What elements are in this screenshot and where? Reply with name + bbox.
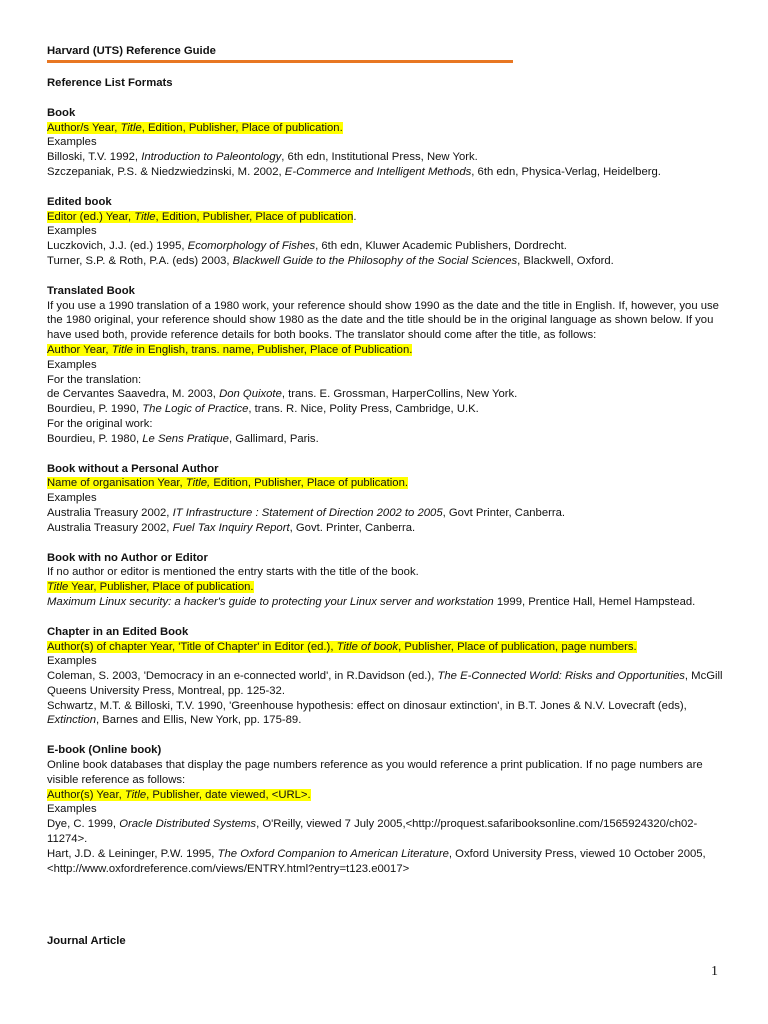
italic-title-text: The Oxford Companion to American Literature	[217, 847, 449, 860]
italic-title-text: The E-Connected World: Risks and Opportunities	[437, 670, 685, 683]
page-number: 1	[711, 964, 718, 979]
text-segment: , Oxford University Press, viewed 10 October 2005, <http://www.oxfordreference.com/views/ENTRY.html?entry=t123.e0017>	[47, 847, 706, 875]
italic-title-text: Title,	[185, 477, 211, 490]
italic-title-text: Title	[111, 343, 133, 356]
text-segment: Examples	[47, 358, 97, 371]
text-segment: Examples	[47, 655, 97, 668]
text-segment: , Barnes and Ellis, New York, pp. 175-89.	[95, 714, 302, 727]
format-template-line	[47, 640, 723, 655]
reference-line	[47, 299, 723, 343]
text-segment: Dye, C. 1999,	[47, 818, 120, 831]
text-segment: Examples	[47, 225, 97, 238]
italic-title-text: Title	[124, 788, 147, 801]
reference-line	[47, 654, 723, 669]
text-segment: Schwartz, M.T. & Billoski, T.V. 1990, 'Greenhouse hypothesis: effect on dinosaur extinction', in B.T. Jones & N.V. Lovecraft (eds),	[47, 699, 687, 712]
text-segment: Luczkovich, J.J. (ed.) 1995,	[47, 240, 188, 253]
text-segment: Author(s) of chapter Year, 'Title of Chapter' in Editor (ed.),	[47, 640, 337, 653]
reference-list-formats-heading: Reference List Formats	[47, 77, 173, 89]
text-segment: , trans. E. Grossman, HarperCollins, New York.	[281, 388, 518, 401]
text-segment: , 6th edn, Physica-Verlag, Heidelberg.	[471, 165, 661, 178]
text-segment: , O'Reilly, viewed 7 July 2005,<http://proquest.safaribooksonline.com/1565924320/ch02-11274>.	[47, 818, 698, 846]
italic-title-text: Title	[120, 121, 142, 134]
text-segment: If you use a 1990 translation of a 1980 work, your reference should show 1990 as the date and the title in English. If, however, you use the 1980 original, your reference should show 1980 as the date and the title should be in the original language as shown below. If you have used both, provide reference details for both books. The translator should come after the title, as follows:	[47, 299, 719, 342]
italic-title-text: IT Infrastructure : Statement of Direction 2002 to 2005	[172, 506, 443, 519]
format-template-line	[47, 580, 723, 595]
italic-title-text: Title	[47, 581, 69, 594]
format-template-line	[47, 121, 723, 136]
reference-line	[47, 239, 723, 254]
text-segment: , Blackwell, Oxford.	[517, 254, 614, 267]
format-template-line	[47, 343, 723, 358]
text-segment: , Edition, Publisher, Place of publication.	[141, 121, 343, 134]
text-segment: Name of organisation Year,	[47, 477, 186, 490]
reference-line	[47, 254, 723, 269]
reference-line	[47, 417, 723, 432]
reference-line	[47, 224, 723, 239]
section-heading: Edited book	[47, 195, 112, 208]
text-segment: Year, Publisher, Place of publication.	[68, 581, 254, 594]
text-segment: Author/s Year,	[47, 121, 121, 134]
text-segment: , Govt Printer, Canberra.	[442, 506, 566, 519]
section-heading: E-book (Online book)	[47, 744, 162, 757]
document-title: Harvard (UTS) Reference Guide	[47, 45, 216, 57]
text-segment: Examples	[47, 492, 97, 505]
reference-line	[47, 165, 723, 180]
reference-line	[47, 210, 723, 225]
text-segment: , trans. R. Nice, Polity Press, Cambridge, U.K.	[248, 403, 479, 416]
text-segment: For the original work:	[47, 417, 153, 430]
section-book	[47, 106, 723, 180]
text-segment: Edition, Publisher, Place of publication.	[210, 477, 409, 490]
italic-title-text: Oracle Distributed Systems	[119, 818, 257, 831]
text-segment: If no author or editor is mentioned the entry starts with the title of the book.	[47, 566, 419, 579]
text-segment: Billoski, T.V. 1992,	[47, 151, 142, 164]
italic-title-text: The Logic of Practice	[142, 403, 249, 416]
text-segment: de Cervantes Saavedra, M. 2003,	[47, 388, 220, 401]
text-segment: Australia Treasury 2002,	[47, 506, 173, 519]
reference-line	[47, 758, 723, 788]
section-heading: Book	[47, 106, 76, 119]
text-segment: For the translation:	[47, 373, 142, 386]
document-page	[47, 44, 723, 876]
reference-line	[47, 565, 723, 580]
text-segment: Examples	[47, 803, 97, 816]
reference-line	[47, 595, 723, 610]
text-segment: , Publisher, date viewed, <URL>.	[146, 788, 311, 801]
text-segment: , 6th edn, Kluwer Academic Publishers, Dordrecht.	[315, 240, 567, 253]
reference-line	[47, 432, 723, 447]
italic-title-text: E-Commerce and Intelligent Methods	[284, 165, 472, 178]
text-segment: , McGill Queens University Press, Montreal, pp. 125-32.	[47, 670, 723, 697]
reference-line	[47, 358, 723, 373]
reference-line	[47, 506, 723, 521]
reference-line	[47, 802, 723, 817]
reference-line	[47, 387, 723, 402]
sections-container	[47, 106, 723, 877]
reference-line	[47, 847, 723, 877]
text-segment: Bourdieu, P. 1990,	[47, 403, 143, 416]
italic-title-text: Maximum Linux security: a hacker's guide to protecting your Linux server and workstation	[47, 595, 494, 608]
reference-line	[47, 402, 723, 417]
text-segment: Author Year,	[47, 343, 112, 356]
section-heading: Chapter in an Edited Book	[47, 625, 189, 638]
section-heading: Translated Book	[47, 284, 135, 297]
text-segment: Coleman, S. 2003, 'Democracy in an e-connected world', in R.Davidson (ed.),	[47, 670, 438, 683]
text-segment: , Publisher, Place of publication, page numbers.	[398, 640, 637, 653]
title-underline	[47, 60, 513, 63]
section-chapter-in-an-edited-book	[47, 625, 723, 729]
text-segment: , 6th edn, Institutional Press, New York.	[281, 151, 478, 164]
reference-line	[47, 699, 723, 729]
format-template-line	[47, 788, 723, 803]
text-segment: , Gallimard, Paris.	[228, 432, 319, 445]
text-segment: Bourdieu, P. 1980,	[47, 432, 143, 445]
text-segment: in English, trans. name, Publisher, Place of Publication.	[132, 343, 413, 356]
text-segment: Australia Treasury 2002,	[47, 521, 173, 534]
italic-title-text: Le Sens Pratique	[142, 432, 229, 445]
text-segment: Hart, J.D. & Leininger, P.W. 1995,	[47, 847, 218, 860]
italic-title-text: Extinction	[47, 714, 96, 727]
section-e-book-online-book	[47, 743, 723, 876]
italic-title-text: Ecomorphology of Fishes	[187, 240, 316, 253]
section-edited-book	[47, 195, 723, 269]
text-segment: Editor (ed.) Year,	[47, 210, 135, 223]
section-heading: Book without a Personal Author	[47, 462, 219, 475]
text-segment: 1999, Prentice Hall, Hemel Hampstead.	[493, 595, 696, 608]
text-segment: , Govt. Printer, Canberra.	[289, 521, 416, 534]
italic-title-text: Don Quixote	[219, 388, 282, 401]
italic-title-text: Title	[134, 210, 156, 223]
section-heading-journal-article: Journal Article	[47, 935, 126, 947]
italic-title-text: Introduction to Paleontology	[141, 151, 282, 164]
section-heading: Book with no Author or Editor	[47, 551, 208, 564]
reference-line	[47, 135, 723, 150]
reference-line	[47, 373, 723, 388]
text-segment: Author(s) Year,	[47, 788, 125, 801]
italic-title-text: Title of book	[336, 640, 399, 653]
italic-title-text: Fuel Tax Inquiry Report	[172, 521, 290, 534]
reference-line	[47, 817, 723, 847]
italic-title-text: Blackwell Guide to the Philosophy of the Social Sciences	[232, 254, 518, 267]
section-book-without-a-personal-author	[47, 462, 723, 536]
text-segment: Examples	[47, 136, 97, 149]
reference-line	[47, 669, 723, 699]
text-segment: Szczepaniak, P.S. & Niedzwiedzinski, M. 2002,	[47, 165, 285, 178]
text-segment: .	[353, 210, 357, 223]
text-segment: Turner, S.P. & Roth, P.A. (eds) 2003,	[47, 254, 233, 267]
text-segment: , Edition, Publisher, Place of publication	[155, 210, 354, 223]
format-template-line	[47, 476, 723, 491]
reference-line	[47, 150, 723, 165]
section-translated-book	[47, 284, 723, 447]
section-book-with-no-author-or-editor	[47, 551, 723, 610]
reference-line	[47, 521, 723, 536]
reference-line	[47, 491, 723, 506]
text-segment: Online book databases that display the page numbers reference as you would reference a print publication. If no page numbers are visible reference as follows:	[47, 759, 703, 786]
